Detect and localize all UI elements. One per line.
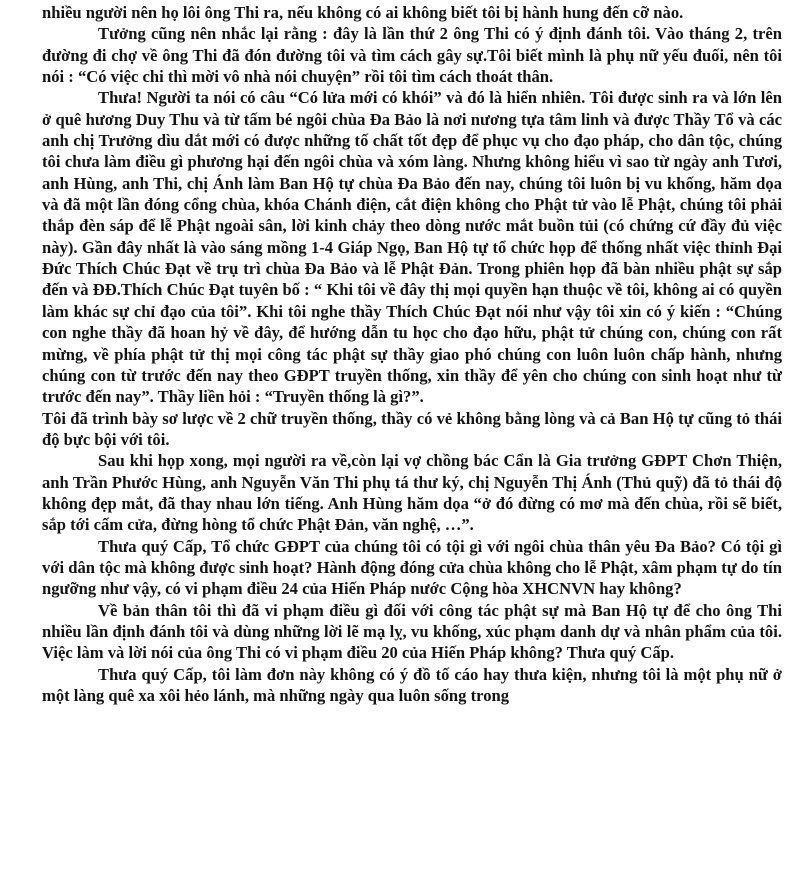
document-page <box>42 2 782 706</box>
paragraph-after-meeting: Sau khi họp xong, mọi người ra về,còn lại vợ chồng bác Cẩn là Gia trưởng GĐPT Chơn Thiện, anh Trần Phước Hùng, anh Nguyễn Văn Thi phụ tá thư ký, chị Nguyễn Thị Ánh (Thủ quỹ) đã tỏ thái độ không đẹp mắt, đã thay nhau lớn tiếng. Anh Hùng hăm dọa “ở đó đừng có mơ mà đến chùa, rồi sẽ biết, sắp tới cấm cửa, đừng hòng tổ chức Phật Đản, văn nghệ, …”. <box>42 451 782 535</box>
paragraph-background: Thưa! Người ta nói có câu “Có lửa mới có khói” và đó là hiển nhiên. Tôi được sinh ra và lớn lên ở quê hương Duy Thu và từ tấm bé ngôi chùa Đa Bảo là nơi nương tựa tâm linh và được Thầy Tổ và các anh chị Trưởng dìu dắt mới có được những tố chất tốt đẹp để phục vụ cho đạo pháp, cho dân tộc, chúng tôi chưa làm điều gì phương hại đến ngôi chùa và xóm làng. Nhưng không hiểu vì sao từ ngày anh Tươi, anh Hùng, anh Thi, chị Ánh làm Ban Hộ tự chùa Đa Bảo đến nay, chúng tôi luôn bị vu khống, hăm dọa và đã một lần đóng cổng chùa, khóa Chánh điện, cắt điện không cho Phật tử vào lễ Phật, chúng tôi phải thắp đèn sáp để lễ Phật ngoài sân, lời kinh chảy theo dòng nước mắt buồn tủi (có chứng cứ đầy đủ việc này). Gần đây nhất là vào sáng mồng 1-4 Giáp Ngọ, Ban Hộ tự tổ chức họp để thống nhất việc thỉnh Đại Đức Thích Chúc Đạt về trụ trì chùa Đa Bảo và lễ Phật Đản. Trong phiên họp đã bàn nhiều phật sự sắp đến và ĐĐ.Thích Chúc Đạt tuyên bố : “ Khi tôi về đây thị mọi quyền hạn thuộc về tôi, không ai có quyền làm khác sự chỉ đạo của tôi”. Khi tôi nghe thầy Thích Chúc Đạt nói như vậy tôi xin có ý kiến : “Chúng con nghe thầy đã hoan hỷ về đây, để hướng dẫn tu học cho đạo hữu, phật tử chúng con, chúng con rất mừng, về phía phật tử thị mọi công tác phật sự thầy giao phó chúng con luôn luôn chấp hành, nhưng chúng con từ trước đến nay theo GĐPT truyền thống, xin thầy để yên cho chúng con sinh hoạt như từ trước đến nay”. Thầy liền hỏi : “Truyền thống là gì?”. <box>42 88 782 407</box>
paragraph-question-gdpt: Thưa quý Cấp, Tổ chức GĐPT của chúng tôi có tội gì với ngôi chùa thân yêu Đa Bảo? Có tội gì với dân tộc mà không được sinh hoạt? Hành động đóng cửa chùa không cho lễ Phật, xâm phạm tự do tín ngưỡng như vậy, có vi phạm điều 24 của Hiến Pháp nước Cộng hòa XHCNVN hay không? <box>42 536 782 599</box>
paragraph-tradition-explained: Tôi đã trình bày sơ lược về 2 chữ truyền thống, thầy có vẻ không bằng lòng và cả Ban Hộ tự cũng tỏ thái độ bực bội với tôi. <box>42 408 782 449</box>
paragraph-continued: nhiều người nên họ lôi ông Thi ra, nếu không có ai không biết tôi bị hành hung đến cỡ nào. <box>42 3 684 22</box>
paragraph-closing: Thưa quý Cấp, tôi làm đơn này không có ý đồ tố cáo hay thưa kiện, nhưng tôi là một phụ nữ ở một làng quê xa xôi hẻo lánh, mà những ngày qua luôn sống trong <box>42 664 782 705</box>
paragraph-personal-violation: Về bản thân tôi thì đã vi phạm điều gì đối với công tác phật sự mà Ban Hộ tự để cho ông Thi nhiều lần định đánh tôi và dùng những lời lẽ mạ lỵ, vu khống, xúc phạm danh dự và nhân phẩm của tôi. Việc làm và lời nói của ông Thi có vi phạm điều 20 của Hiến Pháp không? Thưa quý Cấp. <box>42 600 782 663</box>
paragraph-second-assault: Tưởng cũng nên nhắc lại rằng : đây là lần thứ 2 ông Thi có ý định đánh tôi. Vào tháng 2, trên đường đi chợ về ông Thi đã đón đường tôi và tìm cách gây sự.Tôi biết mình là phụ nữ yếu đuối, nên tôi nói : “Có việc chi thì mời vô nhà nói chuyện” rồi tôi tìm cách thoát thân. <box>42 24 782 87</box>
